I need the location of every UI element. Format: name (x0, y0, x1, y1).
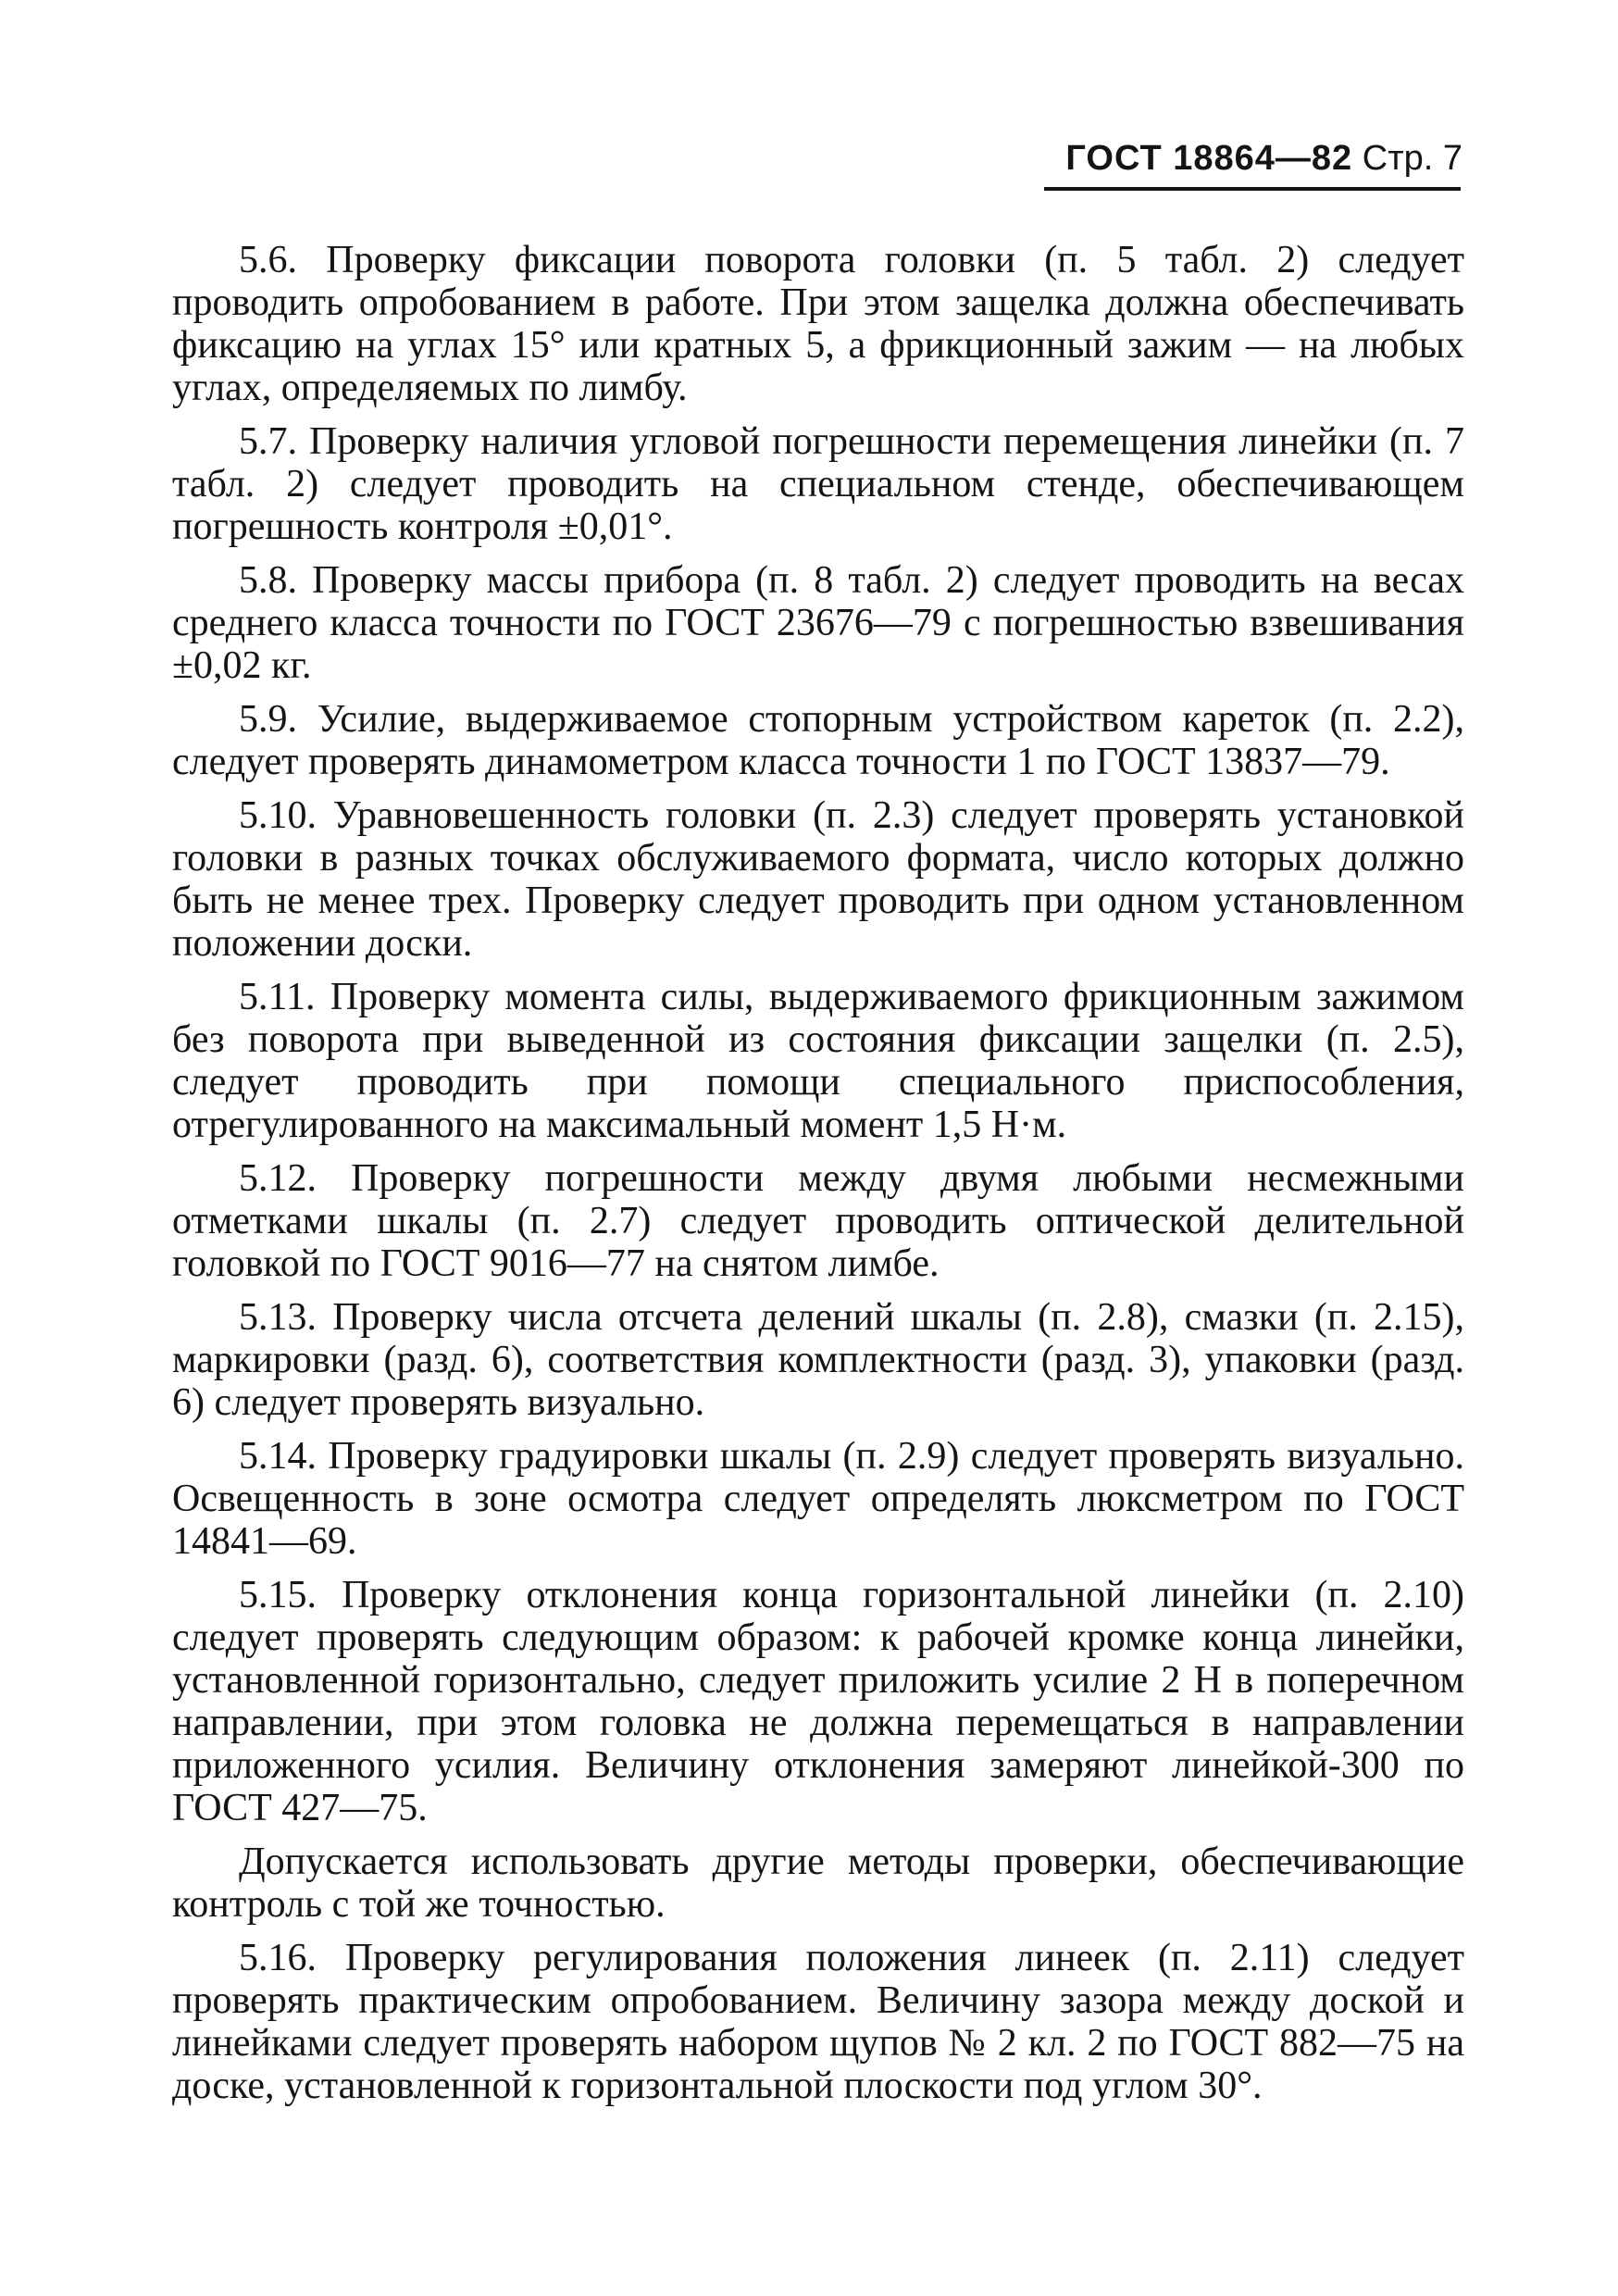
paragraph-number: 5.13. (239, 1296, 317, 1339)
paragraph-text: Проверку регулирования положения линеек (п. 2.11) следует проверять практическим опробованием. Величину зазора между доской и линейками следует проверять набором щупов № 2 кл. 2 по ГОСТ 882—75 на доске, установленной к горизонтальной плоскости под углом 30°. (172, 1937, 1464, 2107)
paragraph-number: 5.6. (239, 239, 297, 281)
paragraph-number: 5.7. (239, 420, 297, 463)
paragraph-5-12 (172, 1157, 1464, 1285)
body-text (172, 239, 1464, 2118)
paragraph-5-13 (172, 1296, 1464, 1424)
paragraph-text: Проверку числа отсчета делений шкалы (п. 2.8), смазки (п. 2.15), маркировки (разд. 6), соответствия комплектности (разд. 3), упаковки (разд. 6) следует проверять визуально. (172, 1296, 1464, 1424)
paragraph-number: 5.11. (239, 976, 316, 1018)
paragraph-text: Допускается использовать другие методы проверки, обеспечивающие контроль с той же точностью. (172, 1841, 1464, 1926)
paragraph-number: 5.16. (239, 1937, 317, 1979)
paragraph-number: 5.8. (239, 559, 297, 602)
paragraph-5-10 (172, 794, 1464, 965)
paragraph-note (172, 1841, 1464, 1926)
paragraph-text: Проверку градуировки шкалы (п. 2.9) следует проверять визуально. Освещенность в зоне осмотра следует определять люксметром по ГОСТ 14841—69. (172, 1435, 1464, 1563)
paragraph-number: 5.10. (239, 794, 317, 837)
paragraph-5-7 (172, 420, 1464, 548)
paragraph-text: Проверку погрешности между двумя любыми несмежными отметками шкалы (п. 2.7) следует проводить оптической делительной головкой по ГОСТ 9016—77 на снятом лимбе. (172, 1157, 1464, 1285)
paragraph-number: 5.12. (239, 1157, 317, 1200)
paragraph-number: 5.9. (239, 698, 297, 741)
paragraph-5-11 (172, 976, 1464, 1146)
page-number: Стр. 7 (1362, 139, 1462, 178)
paragraph-number: 5.15. (239, 1574, 317, 1616)
standard-number: ГОСТ 18864—82 (1065, 139, 1353, 178)
running-header (1037, 137, 1462, 180)
paragraph-text: Проверку фиксации поворота головки (п. 5 табл. 2) следует проводить опробованием в работе. При этом защелка должна обеспечивать фиксацию на углах 15° или кратных 5, а фрикционный зажим — на любых углах, определяемых по лимбу. (172, 239, 1464, 409)
paragraph-5-8 (172, 559, 1464, 687)
paragraph-5-6 (172, 239, 1464, 409)
header-rule (1044, 187, 1461, 191)
paragraph-5-16 (172, 1937, 1464, 2107)
paragraph-5-9 (172, 698, 1464, 783)
paragraph-text: Проверку массы прибора (п. 8 табл. 2) следует проводить на весах среднего класса точности по ГОСТ 23676—79 с погрешностью взвешивания ±0,02 кг. (172, 559, 1465, 687)
paragraph-text: Проверку наличия угловой погрешности перемещения линейки (п. 7 табл. 2) следует проводить на специальном стенде, обеспечивающем погрешность контроля ±0,01°. (172, 420, 1465, 548)
paragraph-text: Проверку момента силы, выдерживаемого фрикционным зажимом без поворота при выведенной из состояния фиксации защелки (п. 2.5), следует проводить при помощи специального приспособления, отрегулированного на максимальный момент 1,5 Н·м. (172, 976, 1465, 1146)
paragraph-text: Усилие, выдерживаемое стопорным устройством кареток (п. 2.2), следует проверять динамометром класса точности 1 по ГОСТ 13837—79. (172, 698, 1464, 783)
paragraph-text: Уравновешенность головки (п. 2.3) следует проверять установкой головки в разных точках обслуживаемого формата, число которых должно быть не менее трех. Проверку следует проводить при одном установленном положении доски. (172, 794, 1464, 965)
paragraph-number: 5.14. (239, 1435, 317, 1478)
paragraph-5-15 (172, 1574, 1464, 1829)
paragraph-5-14 (172, 1435, 1464, 1563)
paragraph-text: Проверку отклонения конца горизонтальной линейки (п. 2.10) следует проверять следующим образом: к рабочей кромке конца линейки, установленной горизонтально, следует приложить усилие 2 Н в поперечном направлении, при этом головка не должна перемещаться в направлении приложенного усилия. Величину отклонения замеряют линейкой-300 по ГОСТ 427—75. (172, 1574, 1464, 1829)
